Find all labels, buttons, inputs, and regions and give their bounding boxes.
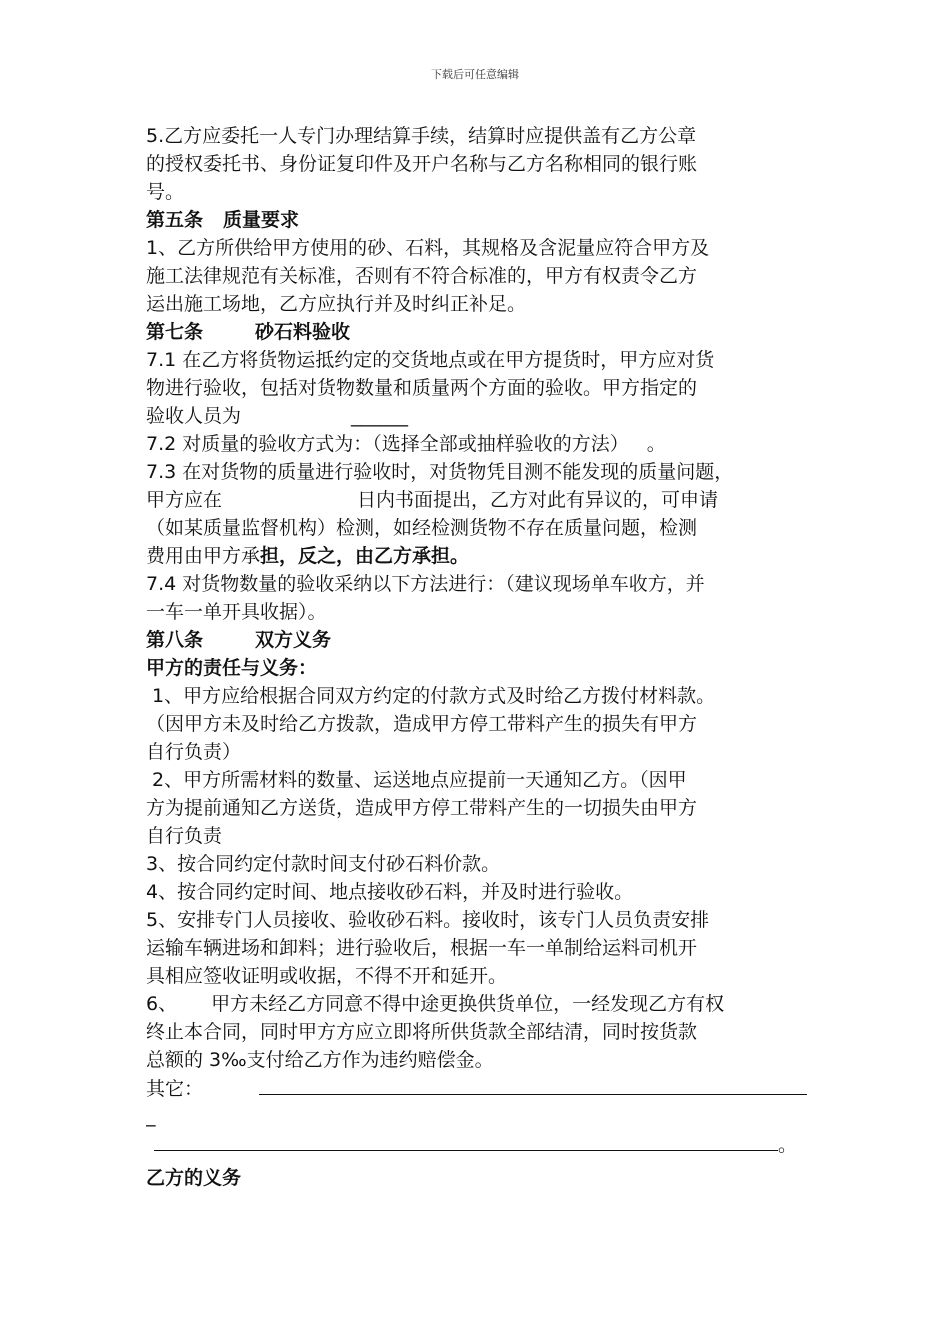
paragraph-line: 运出施工场地，乙方应执行并及时纠正补足。 bbox=[146, 293, 527, 315]
paragraph-line: 总额的 3‰支付给乙方作为违约赔偿金。 bbox=[146, 1049, 494, 1071]
paragraph-line: （因甲方未及时给乙方拨款，造成甲方停工带料产生的损失有甲方 bbox=[146, 713, 698, 735]
paragraph-line: 7.3 在对货物的质量进行验收时，对货物凭目测不能发现的质量问题， bbox=[146, 461, 734, 483]
paragraph-line: （如某质量监督机构）检测，如经检测货物不存在质量问题，检测 bbox=[146, 517, 698, 539]
paragraph-line: 终止本合同，同时甲方方应立即将所供货款全部结清，同时按货款 bbox=[146, 1021, 698, 1043]
document-body bbox=[146, 122, 814, 1192]
paragraph-line: 物进行验收，包括对货物数量和质量两个方面的验收。甲方指定的 bbox=[146, 377, 698, 399]
paragraph-line: 7.1 在乙方将货物运抵约定的交货地点或在甲方提货时，甲方应对货 bbox=[146, 349, 715, 371]
other-terms-blank-2 bbox=[154, 1130, 778, 1151]
paragraph-line: 施工法律规范有关标准，否则有不符合标准的，甲方有权责令乙方 bbox=[146, 265, 698, 287]
inspector-blank: ______ bbox=[351, 405, 409, 427]
paragraph-line: 3、按合同约定付款时间支付砂石料价款。 bbox=[146, 853, 501, 875]
other-terms-line: 其它： bbox=[146, 1074, 814, 1102]
paragraph-line: 号。 bbox=[146, 181, 185, 203]
paragraph-line: 2、甲方所需材料的数量、运送地点应提前一天通知乙方。（因甲 bbox=[152, 769, 687, 791]
paragraph-line: 具相应签收证明或收据，不得不开和延开。 bbox=[146, 965, 508, 987]
subheading-party-b-duties: 乙方的义务 bbox=[146, 1167, 242, 1189]
section-heading-7: 第七条 砂石料验收 bbox=[146, 321, 351, 343]
paragraph-line: 方为提前通知乙方送货，造成甲方停工带料产生的一切损失由甲方 bbox=[146, 797, 698, 819]
paragraph-line: 1、甲方应给根据合同双方约定的付款方式及时给乙方拨付材料款。 bbox=[152, 685, 716, 707]
paragraph-line: 5.乙方应委托一人专门办理结算手续，结算时应提供盖有乙方公章 bbox=[146, 125, 697, 147]
paragraph-line: 1、乙方所供给甲方使用的砂、石料，其规格及含泥量应符合甲方及 bbox=[146, 237, 710, 259]
paragraph-line: _ bbox=[146, 1105, 156, 1127]
paragraph-line: 自行负责） bbox=[146, 741, 242, 763]
paragraph-line: 6、 甲方未经乙方同意不得中途更换供货单位，一经发现乙方有权 bbox=[146, 993, 725, 1015]
section-heading-8: 第八条 双方义务 bbox=[146, 629, 332, 651]
other-terms-line-2: 。 bbox=[146, 1130, 814, 1158]
paragraph-line: 7.2 对质量的验收方式为：（选择全部或抽样验收的方法） 。 bbox=[146, 433, 666, 455]
paragraph-line: 7.4 对货物数量的验收采纳以下方法进行：（建议现场单车收方，并 bbox=[146, 573, 705, 595]
paragraph-line: 运输车辆进场和卸料；进行验收后，根据一车一单制给运料司机开 bbox=[146, 937, 698, 959]
page-header: 下载后可任意编辑 bbox=[431, 68, 519, 81]
paragraph-line: 费用由甲方承担，反之，由乙方承担。 bbox=[146, 545, 470, 567]
paragraph-line: 验收人员为 ______ bbox=[146, 405, 409, 427]
paragraph-line: 一车一单开具收据）。 bbox=[146, 601, 327, 623]
section-heading-5: 第五条 质量要求 bbox=[146, 209, 300, 231]
paragraph-line: 甲方应在 日内书面提出，乙方对此有异议的，可申请 bbox=[146, 489, 719, 511]
subheading-party-a-duties: 甲方的责任与义务： bbox=[146, 657, 318, 679]
paragraph-line: 的授权委托书、身份证复印件及开户名称与乙方名称相同的银行账 bbox=[146, 153, 698, 175]
paragraph-line: 4、按合同约定时间、地点接收砂石料，并及时进行验收。 bbox=[146, 881, 634, 903]
other-terms-blank bbox=[259, 1074, 807, 1095]
paragraph-line: 5、安排专门人员接收、验收砂石料。接收时，该专门人员负责安排 bbox=[146, 909, 710, 931]
paragraph-line: 自行负责 bbox=[146, 825, 223, 847]
